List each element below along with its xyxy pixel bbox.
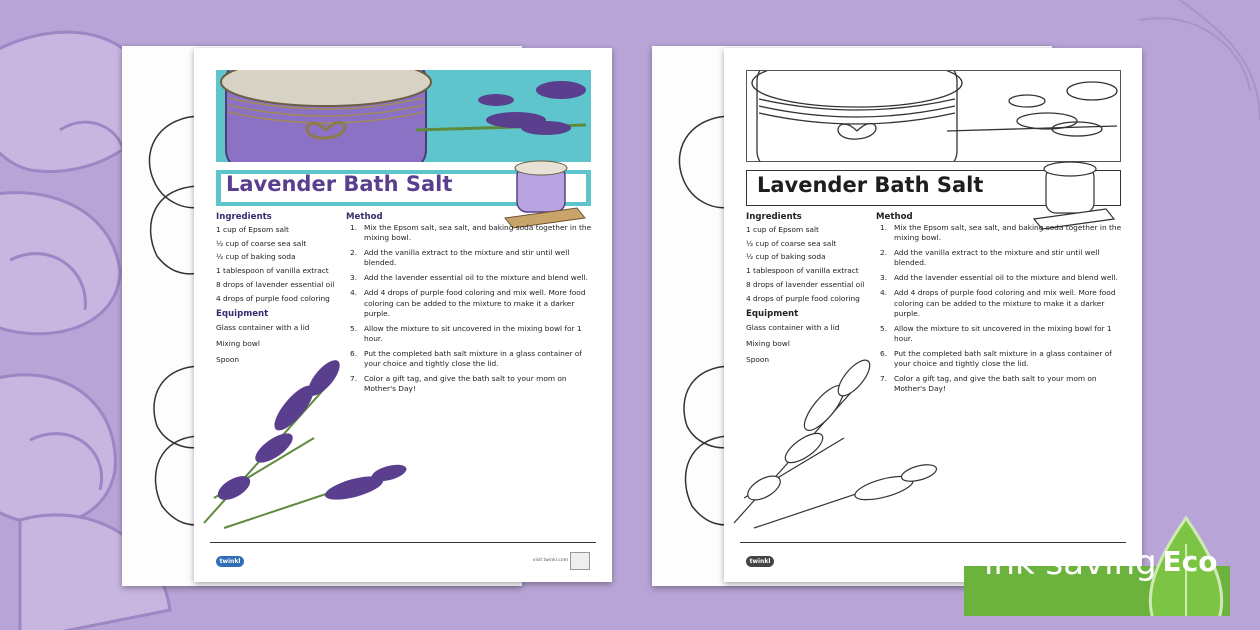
ingredient-item: 4 drops of purple food coloring (746, 293, 860, 303)
lavender-sprigs-illustration (194, 348, 414, 538)
recipe-sheet-color (194, 48, 612, 582)
ingredients-heading: Ingredients (216, 212, 272, 222)
ingredient-item: ½ cup of baking soda (216, 252, 296, 262)
footer-url: visit twinkl.com (532, 558, 568, 563)
equipment-heading: Equipment (746, 309, 799, 320)
back-page-outline-art (122, 46, 202, 586)
ingredients-heading: Ingredients (746, 212, 802, 222)
back-page-outline-art (652, 46, 732, 586)
ingredient-item: 1 tablespoon of vanilla extract (746, 266, 859, 276)
page-title: Lavender Bath Salt (226, 172, 453, 196)
method-step: 1. Mix the Epsom salt, sea salt, and baking soda together in the mixing bowl. (880, 223, 1122, 243)
method-step: 2. Add the vanilla extract to the mixture and stir until well blended. (350, 248, 570, 268)
method-step: 1. Mix the Epsom salt, sea salt, and baking soda together in the mixing bowl. (350, 223, 592, 243)
method-step: 6. Put the completed bath salt mixture in a glass container of your choice and tightly close the lid. (880, 349, 1112, 369)
method-step: 5. Allow the mixture to sit uncovered in the mixing bowl for 1 hour. (350, 323, 582, 344)
ingredient-item: 8 drops of lavender essential oil (216, 279, 335, 289)
ingredient-item: 8 drops of lavender essential oil (746, 279, 865, 289)
footer-divider (210, 542, 596, 543)
equipment-heading: Equipment (216, 309, 269, 320)
method-step: 3. Add the lavender essential oil to the mixture and blend well. (350, 273, 588, 283)
footer-badge (570, 552, 590, 570)
equipment-item: Spoon (216, 355, 240, 365)
method-step: 6. Put the completed bath salt mixture in a glass container of your choice and tightly close the lid. (350, 349, 582, 369)
ingredient-item: 4 drops of purple food coloring (216, 293, 330, 303)
ingredients-column (746, 212, 871, 368)
page-title: Lavender Bath Salt (757, 173, 984, 197)
equipment-item: Mixing bowl (746, 339, 790, 349)
ingredient-item: ½ cup of coarse sea salt (746, 238, 837, 248)
method-step: 4. Add 4 drops of purple food coloring and mix well. More food coloring can be added to the mixture to make it a darker purple. (880, 288, 1116, 318)
equipment-item: Glass container with a lid (216, 323, 310, 333)
ingredients-column (216, 212, 341, 368)
ingredient-item: 1 tablespoon of vanilla extract (216, 266, 329, 276)
method-step: 4. Add 4 drops of purple food coloring and mix well. More food coloring can be added to the mixture to make it a darker purple. (350, 288, 586, 318)
ink-saving-label: ink saving (984, 543, 1157, 583)
banner-illustration (216, 70, 591, 162)
equipment-item: Mixing bowl (216, 339, 260, 349)
title-bar (746, 170, 1121, 206)
title-bar (216, 170, 591, 206)
ingredient-item: 1 cup of Epsom salt (746, 225, 819, 234)
twinkl-logo: twinkl (746, 556, 774, 567)
method-step: 5. Allow the mixture to sit uncovered in the mixing bowl for 1 hour. (880, 323, 1112, 344)
method-step: 7. Color a gift tag, and give the bath salt to your mom on Mother's Day! (350, 374, 567, 394)
twinkl-logo: twinkl (216, 556, 244, 567)
method-step: 7. Color a gift tag, and give the bath salt to your mom on Mother's Day! (880, 374, 1097, 394)
equipment-item: Spoon (746, 355, 770, 365)
ingredient-item: ½ cup of baking soda (746, 252, 826, 262)
method-heading: Method (876, 212, 913, 222)
equipment-item: Glass container with a lid (746, 323, 840, 333)
eco-badge-text: Eco (1162, 545, 1218, 578)
lavender-sprigs-outline (724, 348, 944, 538)
banner-illustration-outline (746, 70, 1121, 162)
method-heading: Method (346, 212, 383, 222)
method-step: 3. Add the lavender essential oil to the mixture and blend well. (880, 273, 1118, 283)
method-step: 2. Add the vanilla extract to the mixture and stir until well blended. (880, 248, 1100, 268)
ingredient-item: 1 cup of Epsom salt (216, 225, 289, 234)
ingredient-item: ½ cup of coarse sea salt (216, 238, 307, 248)
